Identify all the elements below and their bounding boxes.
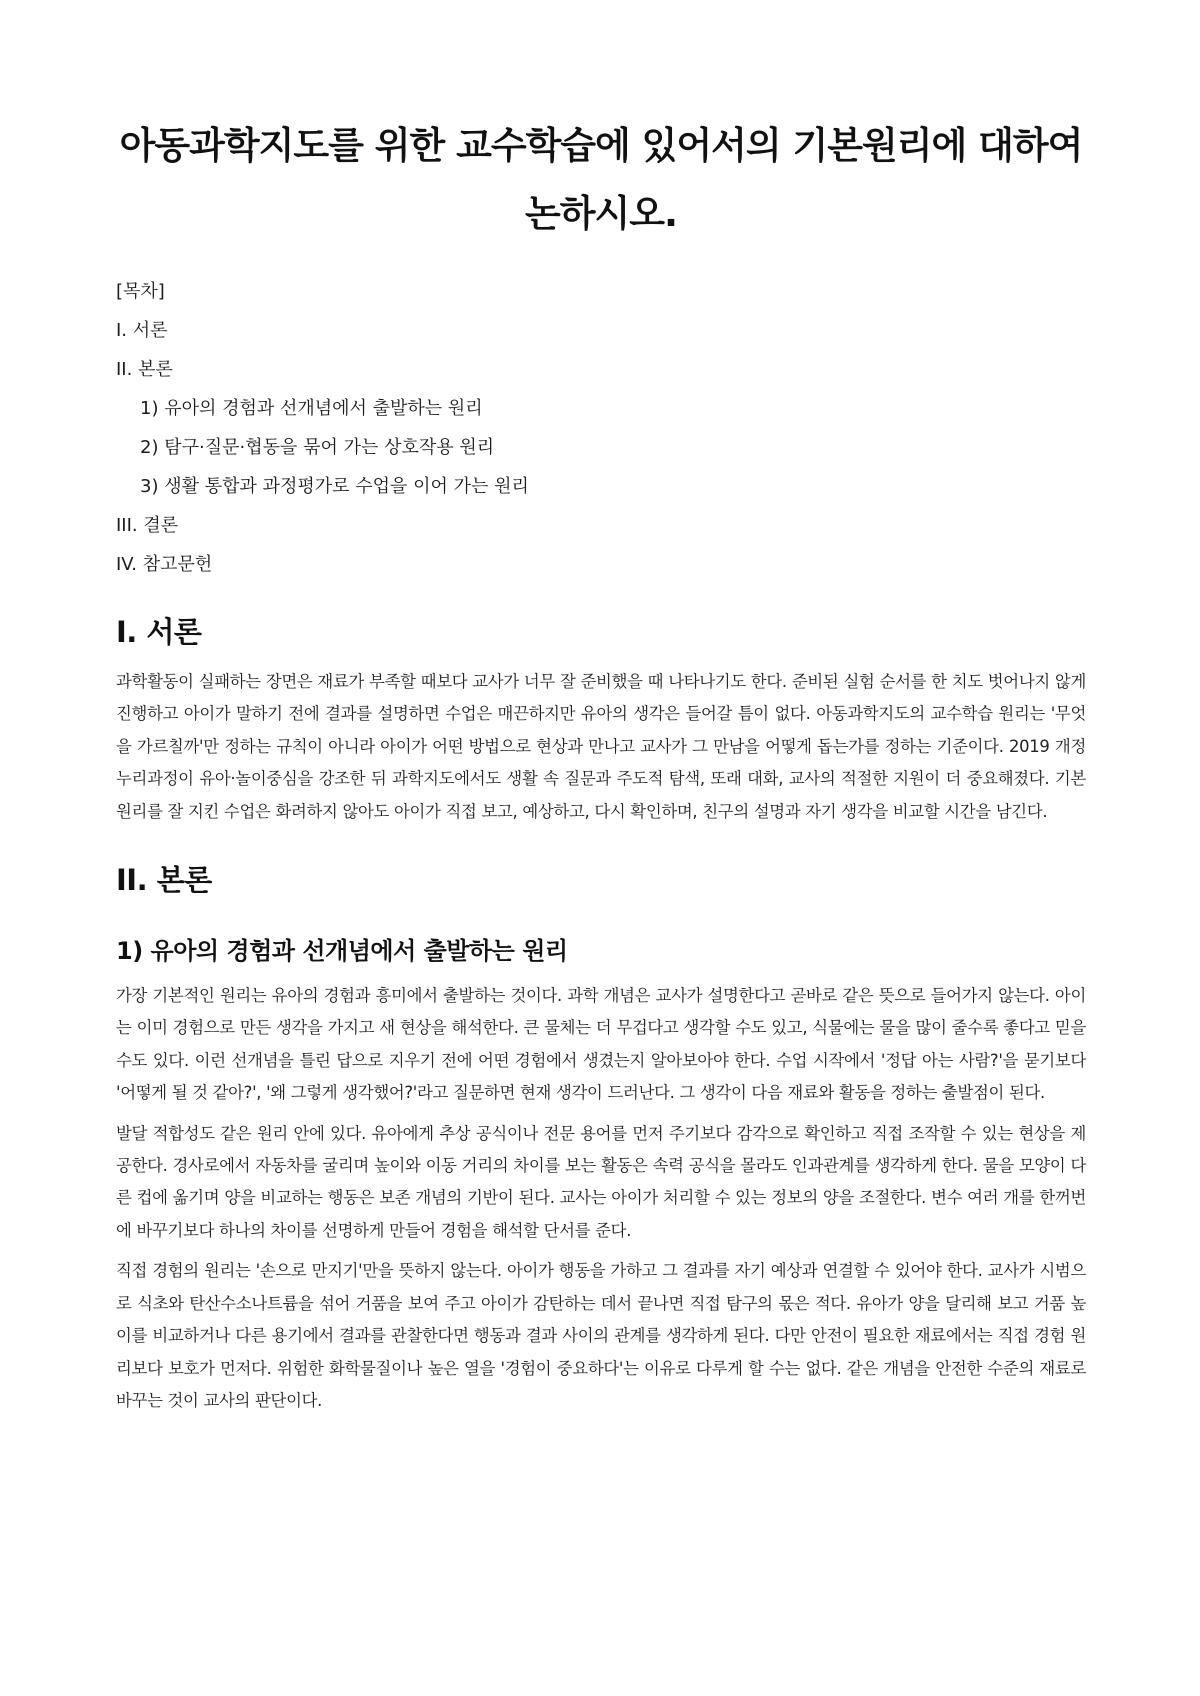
intro-paragraph: 과학활동이 실패하는 장면은 재료가 부족할 때보다 교사가 너무 잘 준비했을 때 나타나기도 한다. 준비된 실험 순서를 한 치도 벗어나지 않게 진행하고 아이가 말하기 전에 결과를 설명하면 수업은 매끈하지만 유아의 생각은 들어갈 틈이 없다. 아동과학지도의 교수학습 원리는 '무엇을 가르칠까'만 정하는 규칙이 아니라 아이가 어떤 방법으로 현상과 만나고 교사가 그 만남을 어떻게 돕는가를 정하는 기준이다. 2019 개정 누리과정이 유아·놀이중심을 강조한 뒤 과학지도에서도 생활 속 질문과 주도적 탐색, 또래 대화, 교사의 적절한 지원이 더 중요해졌다. 기본원리를 잘 지킨 수업은 화려하지 않아도 아이가 직접 보고, 예상하고, 다시 확인하며, 친구의 설명과 자기 생각을 비교할 시간을 남긴다. <box>116 672 1086 821</box>
toc-item-intro: I. 서론 <box>116 320 168 341</box>
toc-item-body-2: 2) 탐구·질문·협동을 묶어 가는 상호작용 원리 <box>140 437 495 458</box>
body-paragraph-1: 가장 기본적인 원리는 유아의 경험과 흥미에서 출발하는 것이다. 과학 개념은 교사가 설명한다고 곧바로 같은 뜻으로 들어가지 않는다. 아이는 이미 경험으로 만든 생각을 가지고 새 현상을 해석한다. 큰 물체는 더 무겁다고 생각할 수도 있고, 식물에는 물을 많이 줄수록 좋다고 믿을 수도 있다. 이런 선개념을 틀린 답으로 지우기 전에 어떤 경험에서 생겼는지 알아보아야 한다. 수업 시작에서 '정답 아는 사람?'을 묻기보다 '어떻게 될 것 같아?', '왜 그렇게 생각했어?'라고 질문하면 현재 생각이 드러난다. 그 생각이 다음 재료와 활동을 정하는 출발점이 된다. <box>116 986 1086 1103</box>
toc-item-body-3: 3) 생활 통합과 과정평가로 수업을 이어 가는 원리 <box>140 476 529 497</box>
subsection-heading-1: 1) 유아의 경험과 선개념에서 출발하는 원리 <box>116 937 568 966</box>
toc-item-conclusion: III. 결론 <box>116 515 179 536</box>
table-of-contents <box>116 272 1086 584</box>
body-paragraph-2: 발달 적합성도 같은 원리 안에 있다. 유아에게 추상 공식이나 전문 용어를 먼저 주기보다 감각으로 확인하고 직접 조작할 수 있는 현상을 제공한다. 경사로에서 자동차를 굴리며 높이와 이동 거리의 차이를 보는 활동은 속력 공식을 몰라도 인과관계를 생각하게 한다. 물을 모양이 다른 컵에 옮기며 양을 비교하는 행동은 보존 개념의 기반이 된다. 교사는 아이가 처리할 수 있는 정보의 양을 조절한다. 변수 여러 개를 한꺼번에 바꾸기보다 하나의 차이를 선명하게 만들어 경험을 해석할 단서를 준다. <box>116 1123 1086 1240</box>
document-title: 아동과학지도를 위한 교수학습에 있어서의 기본원리에 대하여 논하시오. <box>119 124 1083 235</box>
toc-heading: [목차] <box>116 281 165 302</box>
toc-item-body: II. 본론 <box>116 359 173 380</box>
document-page <box>116 0 1086 1425</box>
toc-item-references: IV. 참고문헌 <box>116 554 213 575</box>
toc-item-body-1: 1) 유아의 경험과 선개념에서 출발하는 원리 <box>140 398 483 419</box>
body-paragraph-3: 직접 경험의 원리는 '손으로 만지기'만을 뜻하지 않는다. 아이가 행동을 가하고 그 결과를 자기 예상과 연결할 수 있어야 한다. 교사가 시범으로 식초와 탄산수소나트륨을 섞어 거품을 보여 주고 아이가 감탄하는 데서 끝나면 직접 탐구의 몫은 적다. 유아가 양을 달리해 보고 거품 높이를 비교하거나 다른 용기에서 결과를 관찰한다면 행동과 결과 사이의 관계를 생각하게 된다. 다만 안전이 필요한 재료에서는 직접 경험 원리보다 보호가 먼저다. 위험한 화학물질이나 높은 열을 '경험이 중요하다'는 이유로 다루게 할 수는 없다. 같은 개념을 안전한 수준의 재료로 바꾸는 것이 교사의 판단이다. <box>116 1261 1086 1410</box>
section-heading-intro: I. 서론 <box>116 615 202 649</box>
section-heading-body: II. 본론 <box>116 863 212 898</box>
